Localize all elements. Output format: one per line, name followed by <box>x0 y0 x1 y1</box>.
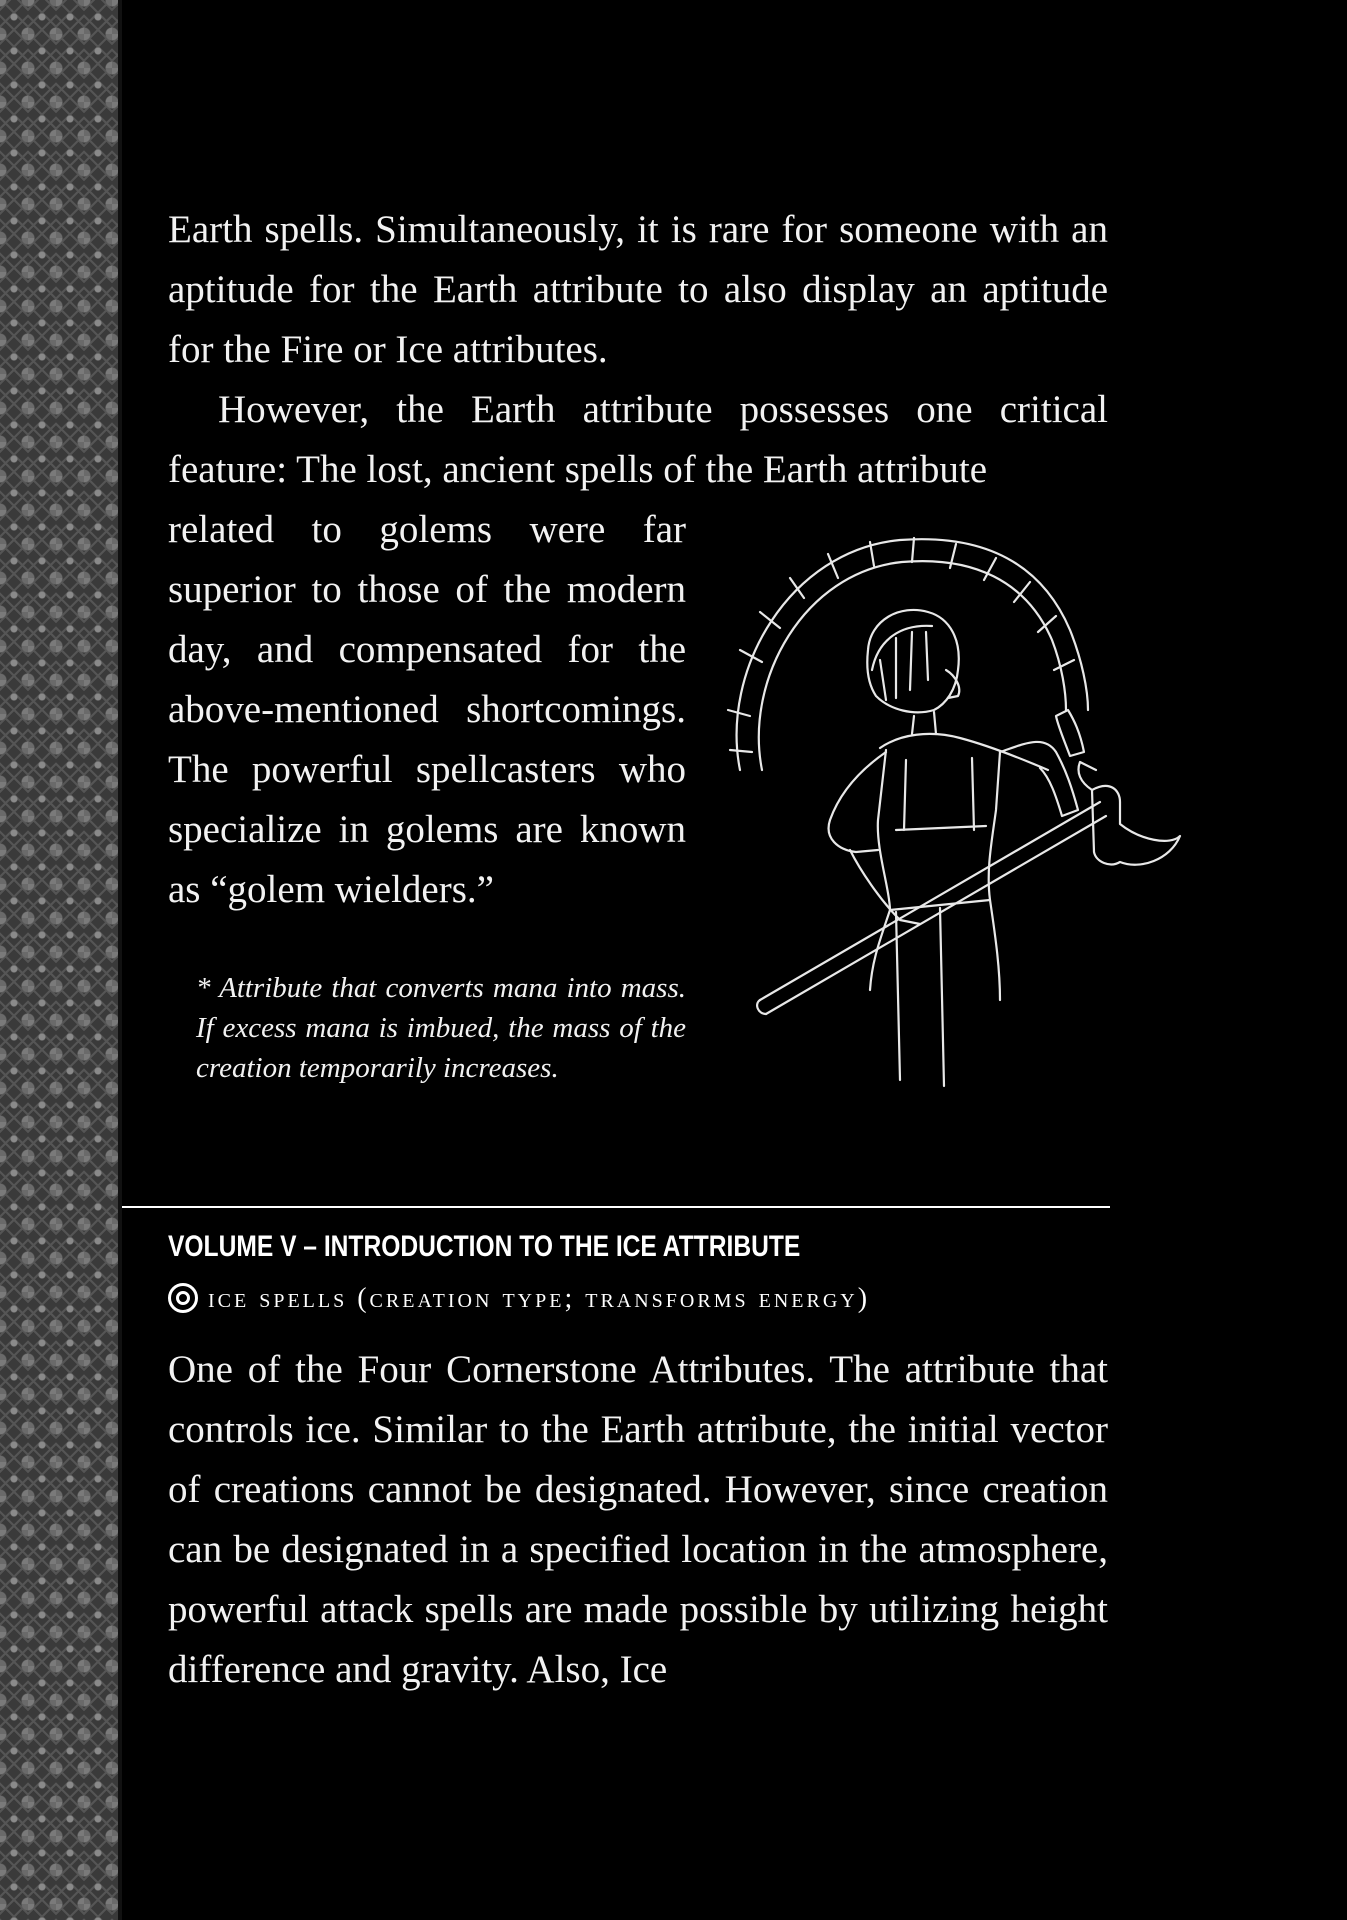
paragraph-text: However, the Earth attribute possesses one critical feature: The lost, ancient spells of the Earth attribute <box>168 388 1108 491</box>
border-edge <box>118 0 122 1920</box>
spell-subheading-text: ice spells (creation type; transforms energy) <box>208 1283 871 1314</box>
volume-heading: VOLUME V – INTRODUCTION TO THE ICE ATTRIBUTE <box>168 1230 801 1263</box>
spell-subheading <box>168 1283 870 1315</box>
paragraph-earth-continued <box>168 200 1108 380</box>
paragraph-text: One of the Four Cornerstone Attributes. The attribute that controls ice. Similar to the Earth attribute, the initial vector of creations cannot be designated. However, since creation can be designated in a specified location in the atmosphere, powerful attack spells are made possible by utilizing height difference and gravity. Also, Ice <box>168 1348 1108 1691</box>
paragraph-golems <box>168 500 686 920</box>
paragraph-however <box>168 380 1108 500</box>
footnote: * Attribute that converts mana into mass. If excess mana is imbued, the mass of the creation temporarily increases. <box>196 972 686 1084</box>
section-divider <box>122 1206 1110 1208</box>
golem-wielder-illustration <box>700 520 1200 1100</box>
paragraph-text: Earth spells. Simultaneously, it is rare for someone with an aptitude for the Earth attribute to also display an aptitude for the Fire or Ice attributes. <box>168 208 1108 371</box>
paragraph-text: related to golems were far superior to those of the modern day, and compensated for the above-mentioned shortcomings. The powerful spellcasters who specialize in golems are known as “golem wielders.” <box>168 508 686 911</box>
decorative-border <box>0 0 118 1920</box>
paragraph-ice <box>168 1340 1108 1700</box>
double-circle-icon <box>168 1283 198 1313</box>
